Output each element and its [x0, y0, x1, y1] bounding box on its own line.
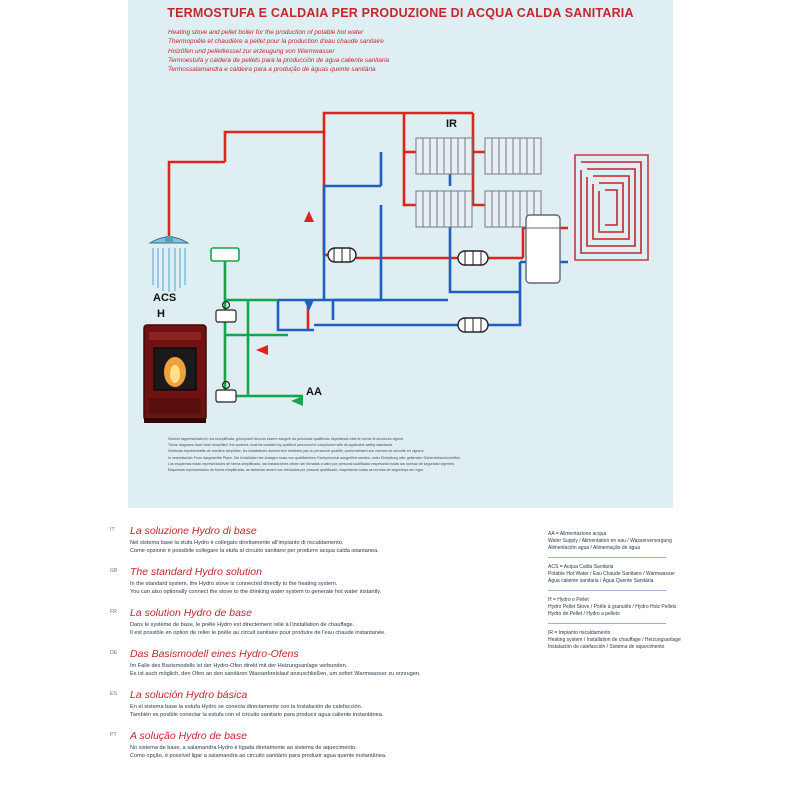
legend-line: In the standard system, the Hydro stove is connected directly to the heating system. [130, 581, 338, 587]
label-acs: ACS [153, 292, 177, 304]
abbrev-line: Water Supply / Alimentation en eau / Wasserversorgung [548, 538, 672, 544]
legend-heading: La solución Hydro básica [130, 689, 248, 701]
footnote-es: Los esquemas están representados de forma simplificada, las instalaciones deben ser llevadas a cabo por personal cualificado respetando todas las normas de seguridad vigentes. [168, 461, 455, 466]
flag-pt: PT [110, 732, 117, 738]
subtitle-pt: Termossalamandra e caldeira para a produção de águas quente sanitária [168, 66, 376, 74]
subtitle-fr: Thermopoêle et chaudière a pellet pour la production d'eau chaude sanitaire [168, 38, 384, 46]
abbrev-line: H = Hydro o Pellet [548, 597, 589, 603]
radiant-floor-coil [575, 155, 648, 260]
abbreviation-notes [548, 527, 748, 659]
abbrev-line: ACS = Acqua Calda Sanitaria [548, 564, 614, 570]
abbrev-line: IR = Impianto riscaldamento [548, 630, 611, 636]
abbrev-h [548, 593, 748, 618]
flag-it: IT [110, 527, 115, 533]
abbrev-line: Potable Hot Water / Eau Chaude Sanitaire / Warmwasser [548, 571, 675, 577]
flow-arrows [256, 211, 314, 406]
abbrev-line: Heating system / Installation de chauffage / Heizungsanlage [548, 637, 681, 643]
flag-fr: FR [110, 609, 117, 615]
flag-es: ES [110, 691, 117, 697]
label-ir: IR [446, 118, 457, 130]
footnote-fr: Schémas représentatifs de manière simplifiée, les installations doivent être réalisées par un personnel qualifié, conformément aux normes de sécurité en vigueur. [168, 449, 425, 454]
footnote-it: Schemi rappresentativi in via semplificata; gli impianti devono essere eseguiti da personale qualificato rispettando tutte le norme di sicurezza vigenti. [168, 437, 404, 441]
return-circuit-pipes [278, 152, 568, 330]
legend-line: Il est possible en option de relier le poêle au circuit sanitaire pour produire de l'eau chaude instantanée. [130, 630, 386, 636]
diagram-panel [128, 0, 673, 508]
abbrev-line: Hydro Pellet Stove / Poêle à granulés / Hydro Holz Pellets [548, 604, 677, 610]
legend-line: Es ist auch möglich, den Ofen an den sanitären Wasserkreislauf anzuschließen, um sofort Warmwasser zu erzeugen. [130, 671, 421, 677]
legend-line: También es posible conectar la estufa con el circuito sanitario para producir agua caliente instantánea. [130, 712, 384, 718]
legend-line: Im Falle des Basismodells ist der Hydro-Ofen direkt mit der Heizungsanlage verbunden. [130, 663, 348, 669]
heat-exchanger-2 [458, 251, 488, 265]
legend-line: You can also optionally connect the stove to the drinking water system to generate hot water instantly. [130, 589, 382, 595]
divider [548, 590, 666, 591]
footnote-list [168, 436, 608, 473]
legend-item [110, 648, 540, 678]
abbrev-aa [548, 527, 748, 552]
legend-heading: La solution Hydro de base [130, 607, 252, 619]
legend-line: No sistema de base, a salamandra Hydro é ligada diretamente ao sistema de aquecimento. [130, 745, 357, 751]
legend-item [110, 730, 540, 760]
divider [548, 623, 666, 624]
abbrev-line: Agua caliente sanitaria / Água Quente Sanitária [548, 578, 654, 584]
legend-item [110, 689, 540, 719]
legend-heading: A solução Hydro de base [130, 730, 247, 742]
legend-line: Como opção, é possível ligar a salamandra ao circuito sanitário para produzir agua quente instantânea. [130, 753, 387, 759]
footnote-de: In vereinfachter Form dargestellte Plane. Die Installation der Anlagen muss von qualifiziertem Fachpersonal ausgeführt werden, unter Einhaltung aller geltenden Sicherheitsvorschriften. [168, 455, 461, 460]
legend-item [110, 525, 540, 555]
divider [548, 557, 666, 558]
footnote-en: These diagrams have been simplified, the systems must be installed by qualified personnel in compliance with all applicable safety standards. [168, 443, 394, 448]
subtitle-de: Holzöfen und pelletkessel zur erzeugung von Warmwasser [168, 47, 335, 55]
abbrev-line: Instalación de calefacción / Sistema de aquecimento [548, 644, 665, 650]
buffer-tank-icon [526, 215, 560, 283]
legend-line: Dans le système de base, le poêle Hydro est directement relié à l'installation de chauffage. [130, 622, 355, 628]
abbrev-acs [548, 560, 748, 585]
legend-line: Come opzione è possibile collegare la stufa al circuito sanitario per produrre acqua calda istantanea. [130, 548, 379, 554]
legend-line: En el sistema base la estufa Hydro se conecta directamente con la instalación de calefacción. [130, 704, 363, 710]
heat-exchanger-1 [328, 248, 356, 262]
pellet-stove-icon [144, 325, 206, 423]
abbrev-line: Alimentación agua / Alimentação de água [548, 545, 641, 551]
sanitary-circuit-pipes [225, 255, 303, 396]
abbrev-ir [548, 626, 748, 651]
page-title: TERMOSTUFA E CALDAIA PER PRODUZIONE DI ACQUA CALDA SANITARIA [167, 6, 634, 20]
legend-heading: The standard Hydro solution [130, 566, 262, 578]
legend-item [110, 566, 540, 596]
abbrev-line: AA = Alimentazione acqua [548, 531, 607, 537]
legend-line: Nel sistema base la stufa Hydro è collegato direttamente all'impianto di riscaldamento. [130, 540, 344, 546]
abbrev-line: Hydro de Pellet / Hydro a pellets [548, 611, 620, 617]
valve-acs [211, 248, 239, 261]
hydraulic-schematic [128, 0, 673, 508]
label-aa: AA [306, 386, 322, 398]
legend-item [110, 607, 540, 637]
heat-exchanger-3 [458, 318, 488, 332]
footnote-pt: Esquemas representados de forma simplificada, as sistemas devem ser efetuadas por pessoal qualificado, respeitando todas as normas de segurança em vigor. [168, 468, 424, 473]
flag-de: DE [110, 650, 118, 656]
label-h: H [157, 308, 165, 320]
legend-heading: Das Basismodell eines Hydro-Ofens [130, 648, 299, 660]
flag-gb: GB [110, 568, 118, 574]
shower-head-icon [150, 236, 188, 292]
legend-heading: La soluzione Hydro di base [130, 525, 257, 537]
subtitle-en: Heating stove and pellet boiler for the production of potable hot water [168, 29, 364, 36]
subtitle-es: Termoestufa y caldera de pellets para la producción de agua caliente sanitaria [168, 56, 390, 64]
legend-column [110, 525, 540, 771]
